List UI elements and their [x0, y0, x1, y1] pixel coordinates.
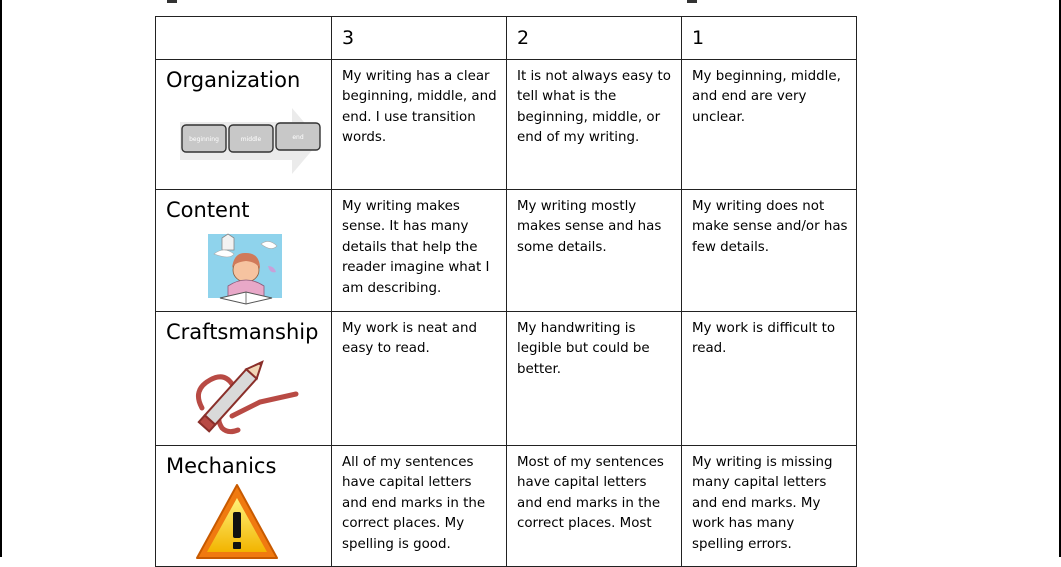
- descriptor-cell: [507, 312, 682, 446]
- criterion-label: Content: [166, 198, 250, 222]
- criterion-cell: [156, 312, 332, 446]
- descriptor-text: My writing does not make sense and/or has few details.: [692, 199, 848, 255]
- descriptor-text: My writing has a clear beginning, middle, and end. I use transition words.: [342, 69, 497, 146]
- descriptor-text: It is not always easy to tell what is the beginning, middle, or end of my writing.: [517, 69, 671, 146]
- descriptor-cell: [332, 190, 507, 312]
- descriptor-text: Most of my sentences have capital letters and end marks in the correct places. Most: [517, 455, 664, 532]
- criterion-label: Organization: [166, 68, 301, 92]
- descriptor-cell: [682, 446, 857, 567]
- header-score-3: [332, 17, 507, 60]
- cropped-title-fragment: [167, 0, 177, 3]
- criterion-cell: [156, 446, 332, 567]
- descriptor-cell: [332, 312, 507, 446]
- descriptor-cell: [682, 190, 857, 312]
- icon-label: beginning: [189, 136, 219, 143]
- rubric-row-content: [156, 190, 857, 312]
- criterion-label: Craftsmanship: [166, 320, 319, 344]
- warning-icon: [194, 482, 280, 562]
- descriptor-cell: [507, 446, 682, 567]
- descriptor-cell: [507, 190, 682, 312]
- descriptor-cell: [332, 60, 507, 190]
- criterion-cell: [156, 190, 332, 312]
- header-empty-cell: [156, 17, 332, 60]
- descriptor-cell: [507, 60, 682, 190]
- header-row: [156, 17, 857, 60]
- pencil-icon: [190, 358, 306, 440]
- descriptor-text: My work is difficult to read.: [692, 321, 836, 357]
- writing-rubric-table: [155, 16, 857, 567]
- descriptor-text: My handwriting is legible but could be better.: [517, 321, 650, 377]
- descriptor-cell: [332, 446, 507, 567]
- header-score-2: [507, 17, 682, 60]
- criterion-label: Mechanics: [166, 454, 277, 478]
- rubric-row-organization: [156, 60, 857, 190]
- rubric-row-mechanics: [156, 446, 857, 567]
- header-score-1: [682, 17, 857, 60]
- cropped-title-fragment: [687, 0, 697, 3]
- descriptor-cell: [682, 312, 857, 446]
- descriptor-cell: [682, 60, 857, 190]
- descriptor-text: My writing is missing many capital letters and end marks. My work has many spelling errors.: [692, 455, 833, 552]
- descriptor-text: All of my sentences have capital letters and end marks in the correct places. My spelling is good.: [342, 455, 486, 552]
- descriptor-text: My work is neat and easy to read.: [342, 321, 477, 357]
- score-label: 2: [517, 27, 530, 49]
- icon-label: middle: [240, 136, 262, 143]
- icon-label: end: [292, 134, 304, 141]
- score-label: 3: [342, 27, 355, 49]
- image-border-left: [0, 0, 2, 557]
- score-label: 1: [692, 27, 705, 49]
- rubric-row-craftsmanship: [156, 312, 857, 446]
- criterion-cell: [156, 60, 332, 190]
- descriptor-text: My writing makes sense. It has many details that help the reader imagine what I am describing.: [342, 199, 490, 296]
- sequence-arrow-icon: [180, 108, 330, 174]
- child-daydreaming-icon: [206, 228, 286, 308]
- descriptor-text: My writing mostly makes sense and has some details.: [517, 199, 662, 255]
- descriptor-text: My beginning, middle, and end are very unclear.: [692, 69, 841, 125]
